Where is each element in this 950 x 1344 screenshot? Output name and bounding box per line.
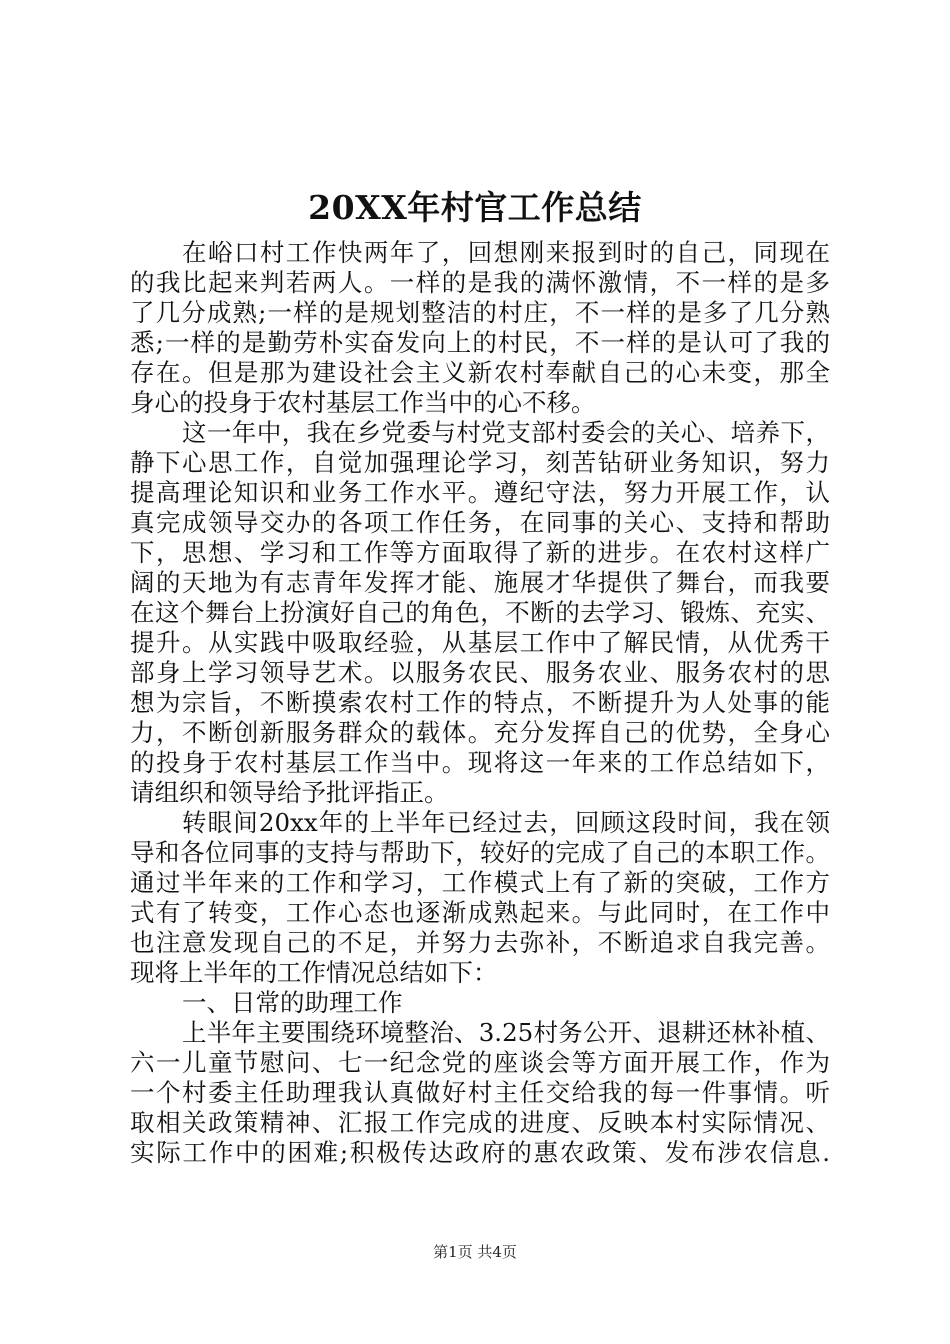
body-line: 静下心思工作，自觉加强理论学习，刻苦钻研业务知识，努力 (130, 448, 830, 477)
body-line: 请组织和领导给予批评指正。 (130, 778, 449, 807)
body-line: 实际工作中的困难;积极传达政府的惠农政策、发布涉农信息. (130, 1138, 830, 1167)
body-line: 真完成领导交办的各项工作任务，在同事的关心、支持和帮助 (130, 508, 830, 537)
body-line: 提高理论知识和业务工作水平。遵纪守法，努力开展工作，认 (130, 478, 830, 507)
body-line: 一、日常的助理工作 (182, 988, 403, 1017)
body-line: 力，不断创新服务群众的载体。充分发挥自己的优势，全身心 (130, 718, 830, 747)
document-body (130, 238, 830, 1168)
body-line: 导和各位同事的支持与帮助下，较好的完成了自己的本职工作。 (130, 838, 830, 867)
body-line: 通过半年来的工作和学习，工作模式上有了新的突破，工作方 (130, 868, 830, 897)
body-line: 身心的投身于农村基层工作当中的心不移。 (130, 388, 596, 417)
body-line: 的我比起来判若两人。一样的是我的满怀激情，不一样的是多 (130, 268, 830, 297)
body-line: 上半年主要围绕环境整治、3.25村务公开、退耕还林补植、 (182, 1018, 830, 1047)
body-line: 现将上半年的工作情况总结如下： (130, 958, 498, 987)
body-line: 阔的天地为有志青年发挥才能、施展才华提供了舞台，而我要 (130, 568, 830, 597)
body-line: 在峪口村工作快两年了，回想刚来报到时的自己，同现在 (182, 238, 830, 267)
page-footer: 第1页 共4页 (433, 1243, 517, 1261)
body-line: 悉;一样的是勤劳朴实奋发向上的村民，不一样的是认可了我的 (130, 328, 830, 357)
body-line: 取相关政策精神、汇报工作完成的进度、反映本村实际情况、 (130, 1108, 830, 1137)
body-line: 也注意发现自己的不足，并努力去弥补，不断追求自我完善。 (130, 928, 830, 957)
body-line: 下，思想、学习和工作等方面取得了新的进步。在农村这样广 (130, 538, 830, 567)
body-line: 转眼间20xx年的上半年已经过去，回顾这段时间，我在领 (182, 808, 830, 837)
body-line: 想为宗旨，不断摸索农村工作的特点，不断提升为人处事的能 (130, 688, 830, 717)
body-line: 了几分成熟;一样的是规划整洁的村庄，不一样的是多了几分熟 (130, 298, 830, 327)
body-line: 提升。从实践中吸取经验，从基层工作中了解民情，从优秀干 (130, 628, 830, 657)
body-line: 存在。但是那为建设社会主义新农村奉献自己的心未变，那全 (130, 358, 830, 387)
body-line: 这一年中，我在乡党委与村党支部村委会的关心、培养下， (182, 418, 830, 447)
body-line: 部身上学习领导艺术。以服务农民、服务农业、服务农村的思 (130, 658, 830, 687)
body-line: 式有了转变，工作心态也逐渐成熟起来。与此同时，在工作中 (130, 898, 830, 927)
body-line: 六一儿童节慰问、七一纪念党的座谈会等方面开展工作，作为 (130, 1048, 830, 1077)
body-line: 一个村委主任助理我认真做好村主任交给我的每一件事情。听 (130, 1078, 830, 1107)
document-title: 20XX年村官工作总结 (308, 188, 642, 227)
body-line: 的投身于农村基层工作当中。现将这一年来的工作总结如下， (130, 748, 830, 777)
body-line: 在这个舞台上扮演好自己的角色，不断的去学习、锻炼、充实、 (130, 598, 830, 627)
